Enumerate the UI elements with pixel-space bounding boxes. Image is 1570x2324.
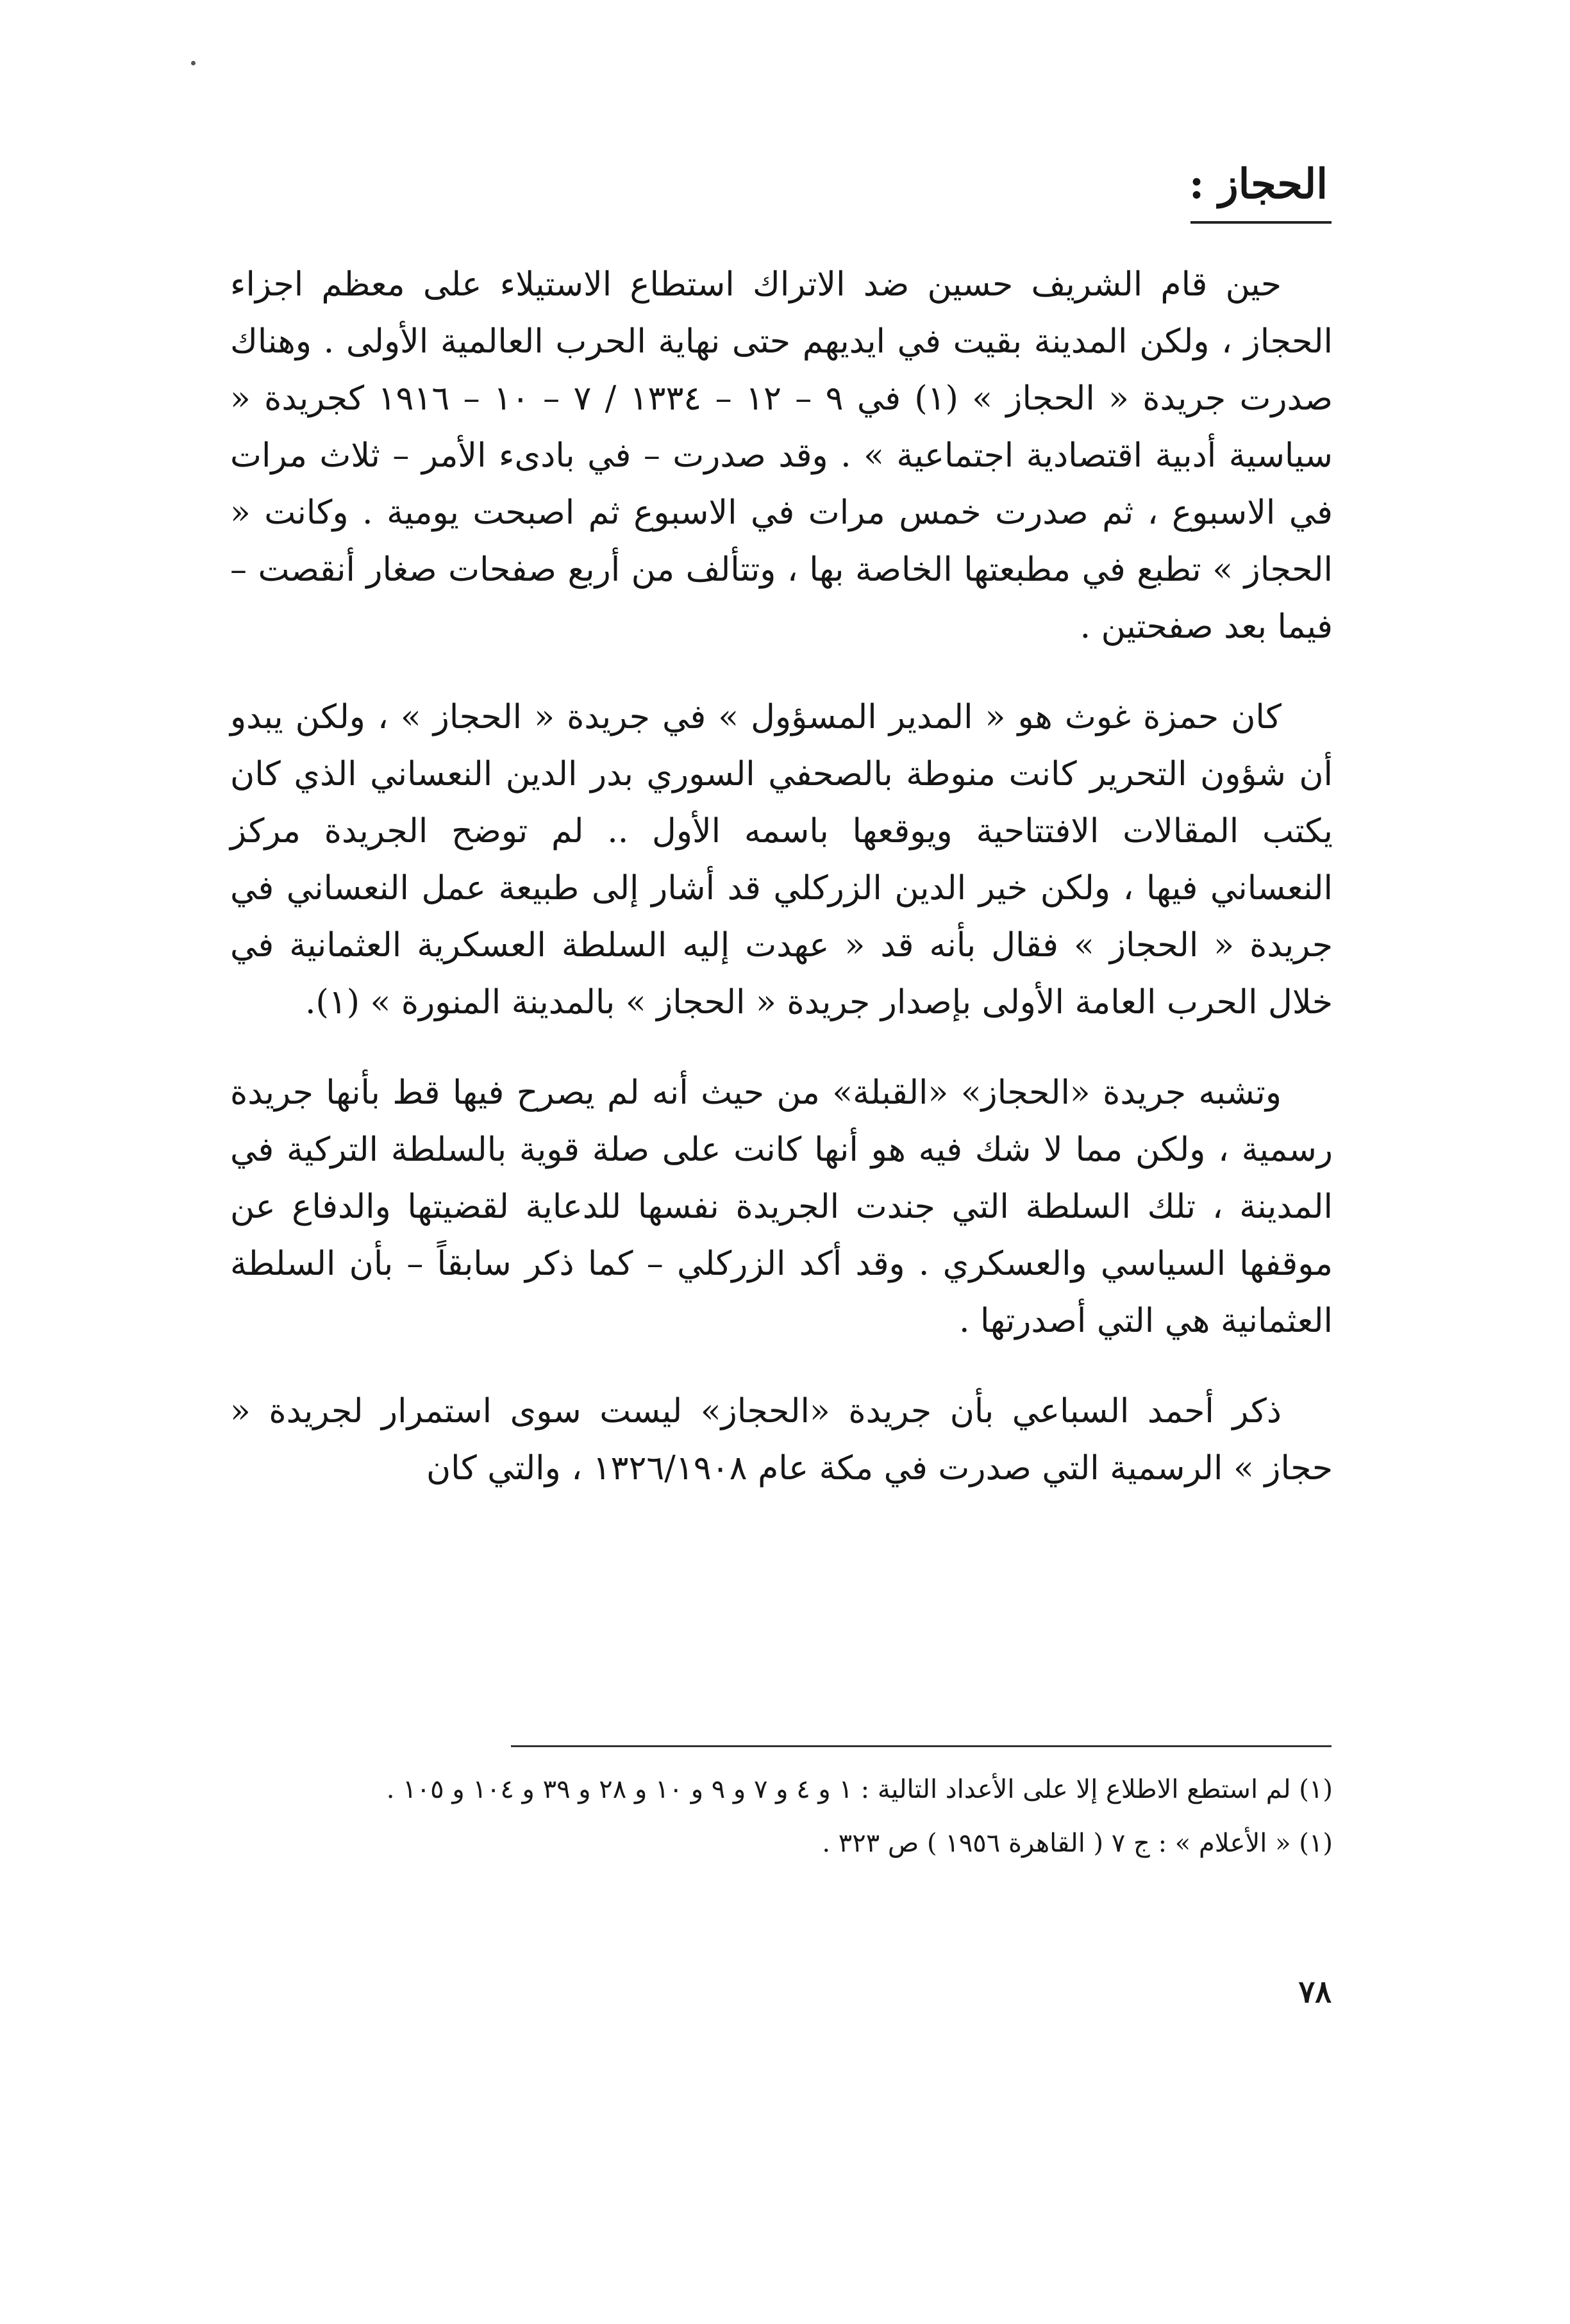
paragraph-4: ذكر أحمد السباعي بأن جريدة «الحجاز» ليست سوى استمرار لجريدة « حجاز » الرسمية التي صدرت في مكة عام ١٣٢٦/١٩٠٨ ، والتي كان	[230, 1392, 1333, 1488]
margin-speck	[191, 61, 196, 65]
body-text	[230, 256, 1333, 1531]
footnotes	[230, 1766, 1333, 1873]
paragraph-1: حين قام الشريف حسين ضد الاتراك استطاع الاستيلاء على معظم اجزاء الحجاز ، ولكن المدينة بقيت في ايديهم حتى نهاية الحرب العالمية الأولى . وهناك صدرت جريدة « الحجاز » (١) في ٩ – ١٢ – ١٣٣٤ / ٧ – ١٠ – ١٩١٦ كجريدة « سياسية أدبية اقتصادية اجتماعية » . وقد صدرت – في بادىء الأمر – ثلاث مرات في الاسبوع ، ثم صدرت خمس مرات في الاسبوع ثم اصبحت يومية . وكانت « الحجاز » تطبع في مطبعتها الخاصة بها ، وتتألف من أربع صفحات صغار أنقصت – فيما بعد صفحتين .	[230, 265, 1333, 646]
footnote-1: (١) لم استطع الاطلاع إلا على الأعداد التالية : ١ و ٤ و ٧ و ٩ و ١٠ و ٢٨ و ٣٩ و ١٠٤ و ١٠٥ .	[386, 1775, 1333, 1804]
footnote-separator	[511, 1745, 1332, 1747]
section-heading: الحجاز :	[1189, 160, 1328, 208]
page-number: ٧٨	[1298, 1974, 1332, 2010]
paragraph-2: كان حمزة غوث هو « المدير المسؤول » في جريدة « الحجاز » ، ولكن يبدو أن شؤون التحرير كانت منوطة بالصحفي السوري بدر الدين النعساني الذي كان يكتب المقالات الافتتاحية ويوقعها باسمه الأول .. لم توضح الجريدة مركز النعساني فيها ، ولكن خير الدين الزركلي قد أشار إلى طبيعة عمل النعساني في جريدة « الحجاز » فقال بأنه قد « عهدت إليه السلطة العسكرية العثمانية في خلال الحرب العامة الأولى بإصدار جريدة « الحجاز » بالمدينة المنورة » (١).	[230, 698, 1333, 1022]
paragraph-3: وتشبه جريدة «الحجاز» «القبلة» من حيث أنه لم يصرح فيها قط بأنها جريدة رسمية ، ولكن مما لا شك فيه هو أنها كانت على صلة قوية بالسلطة التركية في المدينة ، تلك السلطة التي جندت الجريدة نفسها للدعاية لقضيتها والدفاع عن موقفها السياسي والعسكري . وقد أكد الزركلي – كما ذكر سابقاً – بأن السلطة العثمانية هي التي أصدرتها .	[230, 1074, 1333, 1340]
footnote-2: (١) « الأعلام » : ج ٧ ( القاهرة ١٩٥٦ ) ص ٣٢٣ .	[822, 1829, 1333, 1858]
heading-underline	[1190, 221, 1332, 224]
